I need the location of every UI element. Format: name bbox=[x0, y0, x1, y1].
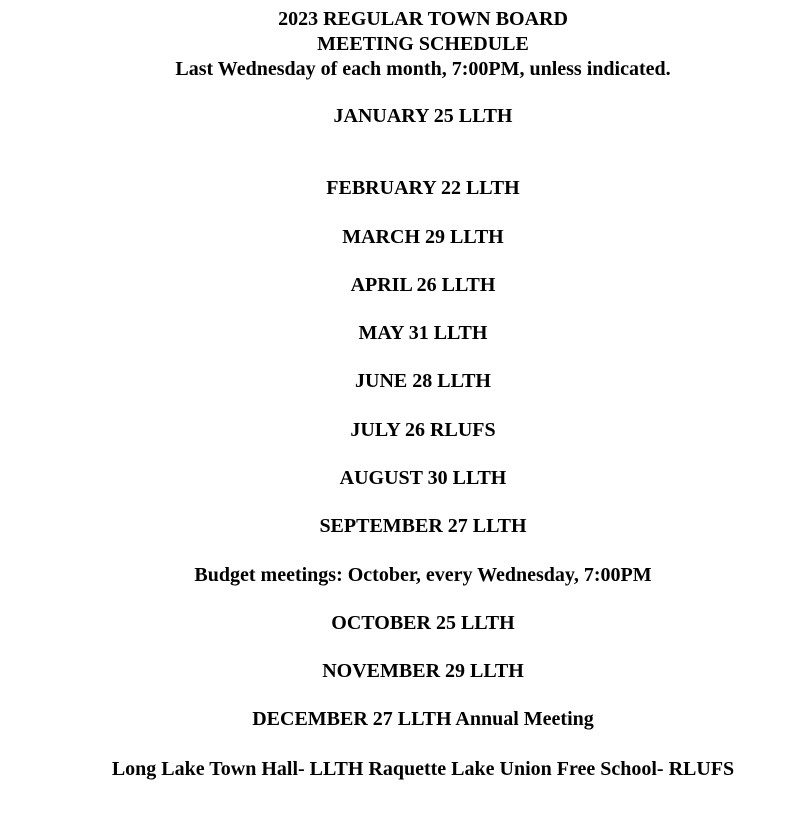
meeting-march: MARCH 29 LLTH bbox=[342, 226, 504, 248]
title-line-1: 2023 REGULAR TOWN BOARD bbox=[278, 8, 568, 30]
meeting-april: APRIL 26 LLTH bbox=[350, 274, 496, 296]
meeting-january: JANUARY 25 LLTH bbox=[333, 105, 513, 127]
meeting-july: JULY 26 RLUFS bbox=[350, 419, 496, 441]
meeting-may: MAY 31 LLTH bbox=[358, 322, 488, 344]
meeting-august: AUGUST 30 LLTH bbox=[339, 467, 507, 489]
meeting-november: NOVEMBER 29 LLTH bbox=[322, 660, 524, 682]
meeting-october: OCTOBER 25 LLTH bbox=[331, 612, 515, 634]
meeting-december: DECEMBER 27 LLTH Annual Meeting bbox=[252, 708, 594, 730]
location-legend: Long Lake Town Hall- LLTH Raquette Lake Union Free School- RLUFS bbox=[111, 758, 735, 780]
meeting-february: FEBRUARY 22 LLTH bbox=[326, 177, 520, 199]
meeting-september: SEPTEMBER 27 LLTH bbox=[319, 515, 527, 537]
meeting-june: JUNE 28 LLTH bbox=[355, 370, 491, 392]
budget-meetings-note: Budget meetings: October, every Wednesday, 7:00PM bbox=[194, 564, 652, 586]
title-line-2: MEETING SCHEDULE bbox=[317, 33, 529, 55]
subtitle: Last Wednesday of each month, 7:00PM, unless indicated. bbox=[175, 58, 671, 80]
